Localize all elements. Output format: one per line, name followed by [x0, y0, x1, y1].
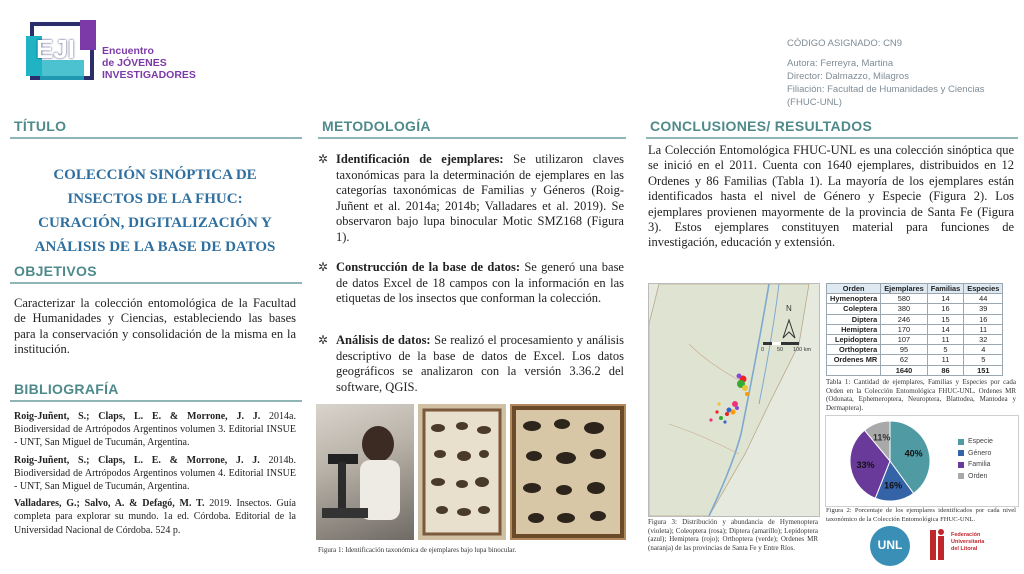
method-item-title: Construcción de la base de datos:	[336, 260, 521, 274]
cell: 14	[927, 324, 964, 334]
table-row	[827, 355, 1003, 365]
federacion-logo-icon	[928, 528, 948, 562]
legend-swatch	[958, 462, 964, 468]
cell: 4	[964, 345, 1003, 355]
distribution-map	[648, 283, 820, 517]
bib-entry	[14, 497, 296, 537]
cell	[827, 365, 881, 375]
divider	[318, 137, 626, 139]
logo-line-2: de JÓVENES	[102, 57, 167, 69]
bib-details: 2019. Insectos. Guía completa para explorar su mundo. 1a ed. Córdoba. Editorial de la Universidad Nacional de Córdoba. 524 p.	[14, 498, 296, 536]
cell: 95	[881, 345, 927, 355]
cell: 44	[964, 294, 1003, 304]
table-row	[827, 314, 1003, 324]
photo-microscope	[316, 404, 414, 540]
col-header: Orden	[827, 284, 881, 294]
cell: 86	[927, 365, 964, 375]
title-line-1: COLECCIÓN SINÓPTICA DE	[53, 167, 257, 183]
divider	[646, 137, 1018, 139]
section-heading-bibliografia: BIBLIOGRAFÍA	[14, 381, 119, 397]
figure-2-caption: Figura 2: Porcentaje de los ejemplares identificados por cada nivel taxonómico de la Colección Entomológica FHUC-UNL.	[826, 507, 1016, 523]
cell: 151	[964, 365, 1003, 375]
bib-authors: Roig-Juñent, S.; Claps, L. E. & Morrone, J. J.	[14, 454, 260, 466]
title-line-2: INSECTOS DE LA FHUC:	[67, 191, 243, 207]
legend-item	[958, 471, 993, 483]
pie-chart-panel	[825, 415, 1019, 507]
section-heading-conclusiones: CONCLUSIONES/ RESULTADOS	[650, 118, 873, 134]
cell: 11	[927, 355, 964, 365]
col-header: Familias	[927, 284, 964, 294]
cell: 14	[927, 294, 964, 304]
title-line-4: ANÁLISIS DE LA BASE DE DATOS	[34, 239, 276, 255]
divider	[10, 282, 302, 284]
method-item	[336, 333, 624, 395]
cell: 62	[881, 355, 927, 365]
logo-line-1: Encuentro	[102, 45, 154, 57]
logo-name	[102, 45, 196, 81]
cell: 107	[881, 334, 927, 344]
pie-chart	[830, 416, 950, 506]
legend-swatch	[958, 450, 964, 456]
federacion-line: Federación	[951, 532, 981, 538]
table-row	[827, 324, 1003, 334]
legend-label: Género	[968, 449, 992, 457]
legend-swatch	[958, 439, 964, 445]
cell: Hymenoptera	[827, 294, 881, 304]
insect-bullet-icon: ✲	[318, 333, 329, 347]
section-heading-metodologia: METODOLOGÍA	[322, 118, 431, 134]
col-header: Ejemplares	[881, 284, 927, 294]
bibliography-list	[14, 410, 296, 537]
divider	[10, 137, 302, 139]
federacion-logo-text	[951, 532, 984, 553]
method-item-text: Se realizó el procesamiento y análisis descriptivo de la base de datos de Excel. Los datos geográficos se analizaron con la versión 3.36.2 del software, QGIS.	[336, 333, 624, 394]
poster-title	[10, 163, 300, 259]
table-row	[827, 304, 1003, 314]
logo-letters: EJI	[36, 34, 76, 64]
legend-label: Familia	[968, 461, 991, 469]
pie-data-label: 40%	[904, 448, 923, 459]
table-total-row	[827, 365, 1003, 375]
figure-1-caption: Figura 1: Identificación taxonómica de ejemplares bajo lupa binocular.	[318, 546, 517, 554]
table-1-caption: Tabla 1: Cantidad de ejemplares, Familias y Especies por cada Orden en la Colección Entomológica FHUC-UNL. Ordenes MR (Odonata, Ephemeroptera, Neuroptera, Blattodea, Mantodea y Dermaptera).	[826, 378, 1016, 412]
insect-bullet-icon: ✲	[318, 152, 329, 166]
cell: 11	[927, 334, 964, 344]
code-assigned: CÓDIGO ASIGNADO: CN9	[787, 38, 903, 49]
insect-bullet-icon: ✲	[318, 260, 329, 274]
legend-item	[958, 459, 993, 471]
photo-insect-box	[418, 404, 506, 540]
eji-logo	[26, 20, 98, 84]
method-item-text: Se generó una base de datos Excel de 18 campos con la información en las etiquetas de los insectos que conforman la colección.	[336, 260, 624, 305]
section-heading-objetivos: OBJETIVOS	[14, 263, 97, 279]
method-item	[336, 152, 624, 245]
affiliation-line-2: (FHUC-UNL)	[787, 97, 842, 108]
table-row	[827, 334, 1003, 344]
cell: 5	[964, 355, 1003, 365]
method-item	[336, 260, 624, 307]
legend-item	[958, 436, 993, 448]
federacion-line: Universitaria	[951, 539, 985, 545]
cell: 39	[964, 304, 1003, 314]
cell: Lepidoptera	[827, 334, 881, 344]
cell: 5	[927, 345, 964, 355]
bib-details: 2014b. Biodiversidad de Artrópodos Argentinos volumen 4. Editorial INSUE - UNT, San Miguel de Tucumán, Argentina.	[14, 454, 297, 493]
scale-label-100: 100 km	[793, 347, 812, 353]
legend-label: Especie	[968, 438, 993, 446]
title-line-3: CURACIÓN, DIGITALIZACIÓN Y	[38, 215, 272, 231]
table-header-row	[827, 284, 1003, 294]
cell: 16	[964, 314, 1003, 324]
data-table	[826, 283, 1003, 376]
cell: 32	[964, 334, 1003, 344]
bib-entry	[14, 454, 296, 494]
bib-authors: Roig-Juñent, S.; Claps, L. E. & Morrone, J. J.	[14, 411, 261, 422]
method-item-title: Identificación de ejemplares:	[336, 152, 504, 166]
affiliation-line-1: Filiación: Facultad de Humanidades y Ciencias	[787, 84, 985, 95]
bib-authors: Valladares, G.; Salvo, A. & Defagó, M. T.	[14, 498, 205, 510]
objetivos-text: Caracterizar la colección entomológica de la Facultad de Humanidades y Ciencias, estableciendo las bases para la conservación y consolidación de la misma en la institución.	[14, 296, 296, 357]
table-row	[827, 345, 1003, 355]
federacion-line: del Litoral	[951, 546, 978, 552]
director: Director: Dalmazzo, Milagros	[787, 71, 909, 82]
cell: 380	[881, 304, 927, 314]
method-item-title: Análisis de datos:	[336, 333, 431, 347]
pie-legend	[958, 436, 993, 482]
method-item-text: Se utilizaron claves taxonómicas para la determinación de ejemplares en las categorías taxonómicas de Familias y Géneros (Roig-Juñent et al. 2014a; 2014b; Valladares et al. 2019). Se observaron bajo lupa binocular Motic SMZ168 (Figura 1).	[336, 152, 624, 244]
bib-details: 2014a. Biodiversidad de Artrópodos Argentinos volumen 3. Editorial INSUE - UNT, San Miguel de Tucumán, Argentina.	[14, 411, 296, 449]
logo-line-3: INVESTIGADORES	[102, 69, 196, 81]
pie-data-label: 11%	[872, 432, 891, 443]
cell: 580	[881, 294, 927, 304]
table-row	[827, 294, 1003, 304]
scale-label-0: 0	[761, 347, 765, 353]
cell: 170	[881, 324, 927, 334]
cell: 16	[927, 304, 964, 314]
north-label: N	[786, 304, 792, 313]
unl-logo-text: UNL	[877, 538, 903, 552]
author: Autora: Ferreyra, Martina	[787, 58, 894, 69]
cell: 15	[927, 314, 964, 324]
figure-3-caption: Figura 3: Distribución y abundancia de Hymenoptera (violeta); Coleoptera (rosa); Diptera (amarillo); Lepidoptera (azul); Hemiptera (rojo); Orthoptera (verde); Ordenes MR (naranja) de las provincias de Santa Fe y Entre Ríos.	[648, 518, 818, 552]
cell: Hemiptera	[827, 324, 881, 334]
cell: Ordenes MR	[827, 355, 881, 365]
divider	[10, 400, 302, 402]
legend-swatch	[958, 473, 964, 479]
scale-label-50: 50	[777, 347, 784, 353]
legend-label: Orden	[968, 472, 988, 480]
pie-data-label: 33%	[856, 459, 875, 470]
cell: 1640	[881, 365, 927, 375]
cell: Coleptera	[827, 304, 881, 314]
cell: 246	[881, 314, 927, 324]
cell: 11	[964, 324, 1003, 334]
cell: Diptera	[827, 314, 881, 324]
unl-logo	[870, 526, 910, 566]
cell: Orthoptera	[827, 345, 881, 355]
col-header: Especies	[964, 284, 1003, 294]
conclusiones-text: La Colección Entomológica FHUC-UNL es una colección sinóptica que se inició en el 2011. Cuenta con 1640 ejemplares, distribuidos en 12 Ordenes y 86 Familias (Tabla 1). La mayoría de los ejemplares están identificados hasta el nivel de Género y Especie (Figura 2). Los ejemplares provienen mayormente de la provincia de Santa Fe (Figura 3). Estos ejemplares constituyen material para funciones de investigación, educación y extensión.	[648, 143, 1014, 250]
photo-collection-drawer	[510, 404, 626, 540]
section-heading-titulo: TÍTULO	[14, 118, 67, 134]
pie-data-label: 16%	[884, 480, 903, 491]
bib-entry	[14, 410, 296, 450]
legend-item	[958, 448, 993, 460]
